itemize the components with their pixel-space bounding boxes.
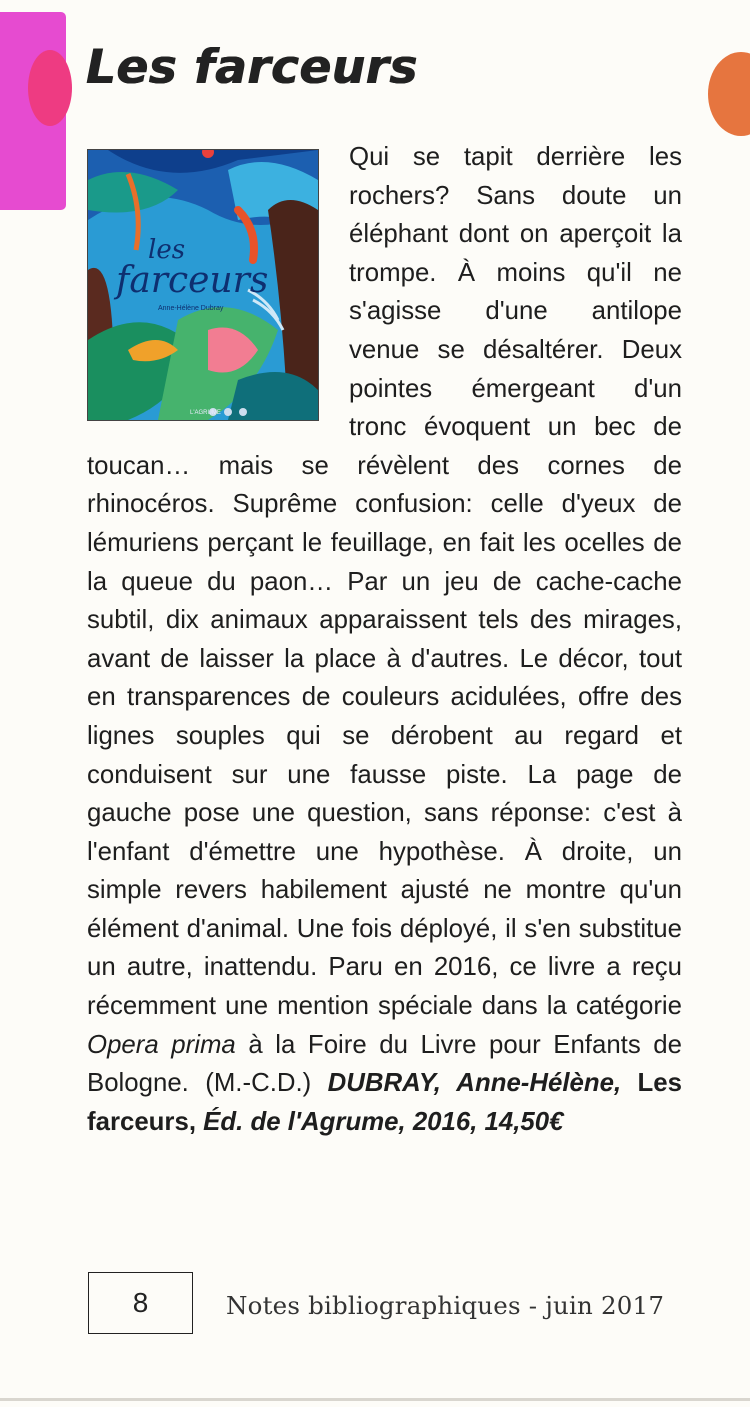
- cover-author: Anne-Hélène Dubray: [158, 305, 224, 312]
- reference-author: DUBRAY, Anne-Hélène,: [327, 1069, 622, 1098]
- article-title: Les farceurs: [86, 40, 418, 95]
- reference-publisher: Éd. de l'Agrume, 2016, 14,50€: [203, 1107, 564, 1136]
- reference-title: Les farceurs,: [87, 1069, 682, 1136]
- page-edge-line: [0, 1398, 750, 1401]
- cover-title-line2: farceurs: [116, 260, 269, 301]
- cover-publisher: L'AGRUME: [190, 410, 221, 416]
- page-number: 8: [88, 1272, 193, 1334]
- article-body: [87, 138, 682, 1141]
- orange-margin-dot: [708, 52, 750, 136]
- body-text-end: à la Foire du Livre pour Enfants de Bologne. (M.-C.D.): [87, 1030, 682, 1098]
- pink-margin-tab: [0, 12, 66, 210]
- body-text: Qui se tapit derrière les rochers? Sans doute un éléphant dont on aperçoit la trompe. À moins qu'il ne s'agisse d'une antilope venue se désaltérer. Deux pointes émergeant d'un tronc évoquent un bec de toucan… mais se révèlent des cornes de rhinocéros. Suprême confusion: celle d'yeux de lémuriens perçant le feuillage, en fait les ocelles de la queue du paon… Par un jeu de cache-cache subtil, dix animaux apparaissent tels des mirages, avant de laisser la place à d'autres. Le décor, tout en transparences de couleurs acidulées, offre des lignes souples qui se dérobent au regard et conduisent sur une fausse piste. La page de gauche pose une question, sans réponse: c'est à l'enfant d'émettre une hypothèse. À droite, un simple revers habilement ajusté ne montre qu'un élément d'animal. Une fois déployé, il s'en substitue un autre, inattendu. Paru en 2016, ce livre a reçu récemment une mention spéciale dans la catégorie: [87, 143, 682, 1021]
- journal-footer: Notes bibliographiques - juin 2017: [226, 1291, 665, 1320]
- award-category: Opera prima: [87, 1030, 236, 1059]
- cover-title-line1: les: [148, 235, 186, 265]
- cover-spacer: [87, 138, 349, 438]
